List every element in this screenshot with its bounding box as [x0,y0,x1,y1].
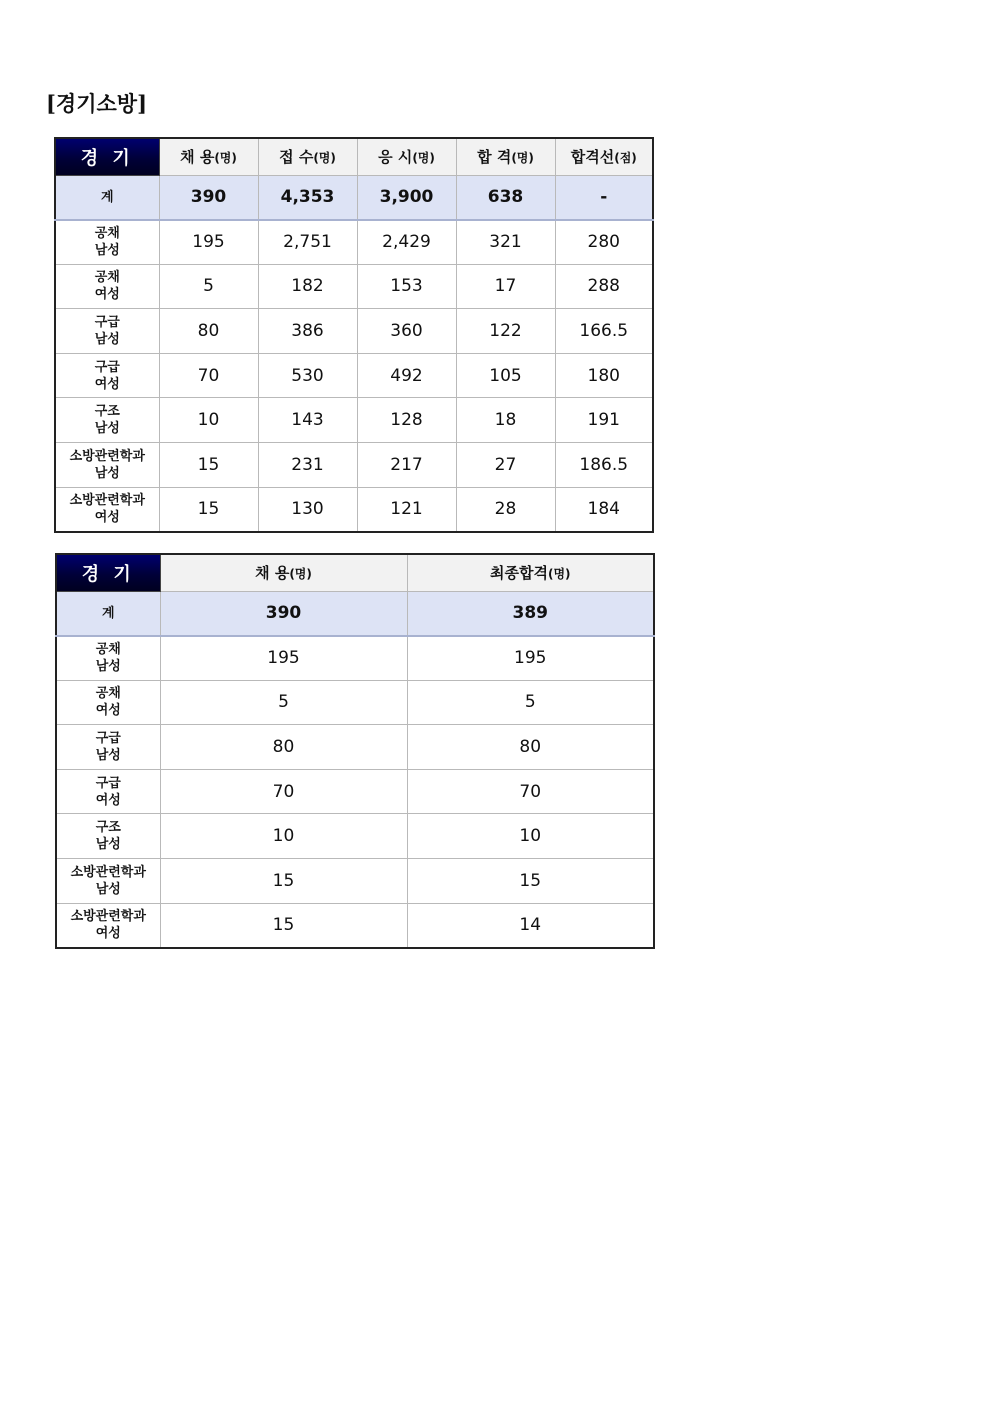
row-label: 구급 남성 [56,725,160,770]
table-row [56,725,654,770]
table-cell: 28 [456,487,555,532]
row-label: 공채 남성 [56,636,160,681]
table-cell: 15 [407,859,654,904]
row-label: 구급 여성 [56,769,160,814]
row-label: 구급 여성 [55,353,159,398]
table-cell: 70 [407,769,654,814]
section-heading: [경기소방] [46,91,148,116]
header-hire: 채 용(명) [159,138,258,175]
header-final-pass: 최종합격(명) [407,554,654,591]
final-pass-table [55,553,655,949]
table-cell: 80 [159,309,258,354]
table-cell: 5 [160,680,407,725]
row-label: 공채 여성 [56,680,160,725]
table-row [55,353,653,398]
table-cell: 18 [456,398,555,443]
table-cell: 5 [407,680,654,725]
table-cell: 15 [160,903,407,948]
row-label: 소방관련학과 남성 [55,443,159,488]
total-cell: 638 [456,175,555,220]
table-cell: 2,429 [357,220,456,265]
corner-header: 경 기 [56,554,160,591]
table-cell: 195 [407,636,654,681]
row-label: 공채 여성 [55,264,159,309]
table-cell: 191 [555,398,653,443]
row-label: 소방관련학과 남성 [56,859,160,904]
applicant-stats-table [54,137,654,533]
table-cell: 195 [159,220,258,265]
total-label: 계 [56,591,160,636]
table-cell: 17 [456,264,555,309]
total-cell: 390 [160,591,407,636]
table-cell: 14 [407,903,654,948]
table-cell: 360 [357,309,456,354]
table-cell: 121 [357,487,456,532]
table-row [56,859,654,904]
table-cell: 105 [456,353,555,398]
table-cell: 182 [258,264,357,309]
table-cell: 288 [555,264,653,309]
table-cell: 2,751 [258,220,357,265]
header-hire: 채 용(명) [160,554,407,591]
table-cell: 80 [160,725,407,770]
table-cell: 231 [258,443,357,488]
row-label: 구조 남성 [55,398,159,443]
table-row [55,220,653,265]
total-label: 계 [55,175,159,220]
table-header-row [56,554,654,591]
table-cell: 217 [357,443,456,488]
table-cell: 80 [407,725,654,770]
total-cell: 389 [407,591,654,636]
table-cell: 10 [407,814,654,859]
header-cutoff: 합격선(점) [555,138,653,175]
table-cell: 15 [159,443,258,488]
table-cell: 186.5 [555,443,653,488]
table-cell: 5 [159,264,258,309]
table-cell: 153 [357,264,456,309]
table-cell: 70 [160,769,407,814]
row-label: 공채 남성 [55,220,159,265]
table-cell: 130 [258,487,357,532]
corner-header: 경 기 [55,138,159,175]
table-cell: 27 [456,443,555,488]
table-row [56,903,654,948]
table-cell: 122 [456,309,555,354]
total-row [55,175,653,220]
row-label: 소방관련학과 여성 [55,487,159,532]
header-passed: 합 격(명) [456,138,555,175]
table-cell: 143 [258,398,357,443]
table-cell: 180 [555,353,653,398]
table-row [55,309,653,354]
header-applied: 접 수(명) [258,138,357,175]
table-cell: 184 [555,487,653,532]
table-cell: 492 [357,353,456,398]
table-row [55,398,653,443]
total-cell: 4,353 [258,175,357,220]
row-label: 소방관련학과 여성 [56,903,160,948]
row-label: 구급 남성 [55,309,159,354]
table-cell: 530 [258,353,357,398]
total-cell: 390 [159,175,258,220]
table-row [55,264,653,309]
table-row [55,443,653,488]
total-row [56,591,654,636]
table-cell: 10 [160,814,407,859]
total-cell: 3,900 [357,175,456,220]
table-row [55,487,653,532]
table-cell: 195 [160,636,407,681]
table-cell: 321 [456,220,555,265]
table-header-row [55,138,653,175]
table-cell: 15 [160,859,407,904]
table-cell: 70 [159,353,258,398]
table-cell: 15 [159,487,258,532]
table-row [56,636,654,681]
table-row [56,769,654,814]
table-cell: 10 [159,398,258,443]
header-tested: 응 시(명) [357,138,456,175]
table-cell: 166.5 [555,309,653,354]
table-cell: 128 [357,398,456,443]
table-cell: 386 [258,309,357,354]
table-cell: 280 [555,220,653,265]
total-cell: - [555,175,653,220]
row-label: 구조 남성 [56,814,160,859]
table-row [56,680,654,725]
table-row [56,814,654,859]
